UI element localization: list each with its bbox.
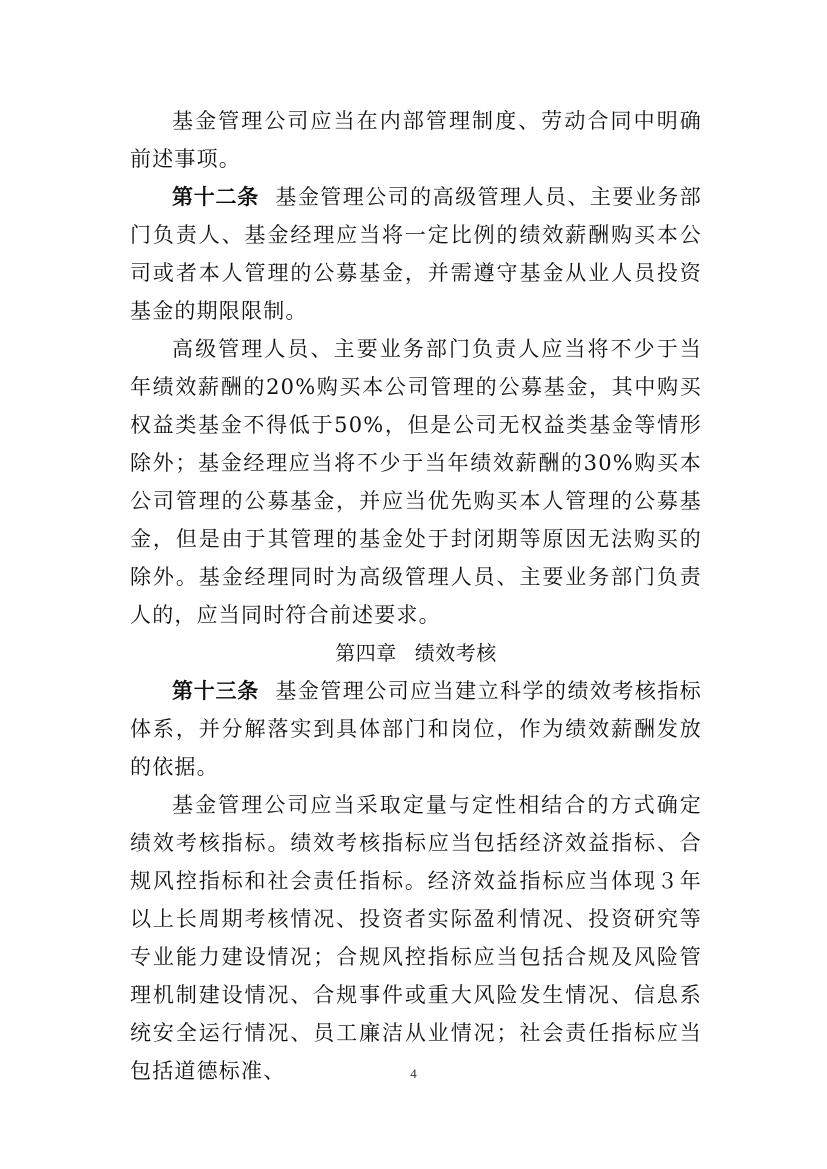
paragraph-text: 基金管理公司应当在内部管理制度、劳动合同中明确前述事项。 — [130, 109, 702, 171]
paragraph-text: 高级管理人员、主要业务部门负责人应当将不少于当年绩效薪酬的20%购买本公司管理的公募基金，其中购买权益类基金不得低于50%，但是公司无权益类基金等情形除外；基金经理应当将不少于当年绩效薪酬的30%购买本公司管理的公募基金，并应当优先购买本人管理的公募基金，但是由于其管理的基金处于封闭期等原因无法购买的除外。基金经理同时为高级管理人员、主要业务部门负责人的，应当同时符合前述要求。 — [130, 337, 702, 627]
page-number: 4 — [410, 1066, 417, 1081]
chapter-number: 第四章 — [335, 641, 397, 665]
article-number: 第十二条 — [172, 185, 260, 209]
article-13-detail-paragraph — [130, 786, 702, 1090]
article-spacer — [259, 679, 275, 703]
article-spacer — [259, 185, 275, 209]
paragraph-intro-continuation — [130, 102, 702, 178]
paragraph-text: 基金管理公司应当采取定量与定性相结合的方式确定绩效考核指标。绩效考核指标应当包括经济效益指标、合规风控指标和社会责任指标。经济效益指标应当体现３年以上长周期考核情况、投资者实际盈利情况、投资研究等专业能力建设情况；合规风控指标应当包括合规及风险管理机制建设情况、合规事件或重大风险发生情况、信息系统安全运行情况、员工廉洁从业情况；社会责任指标应当包括道德标准、 — [130, 793, 702, 1083]
article-12-paragraph — [130, 178, 702, 330]
paragraph-text: 基金管理公司应当建立科学的绩效考核指标体系，并分解落实到具体部门和岗位，作为绩效薪酬发放的依据。 — [130, 679, 702, 779]
article-13-paragraph — [130, 672, 702, 786]
chapter-title: 绩效考核 — [414, 641, 497, 665]
article-number: 第十三条 — [172, 679, 260, 703]
document-body — [130, 102, 702, 1090]
article-12-detail-paragraph — [130, 330, 702, 634]
paragraph-text: 基金管理公司的高级管理人员、主要业务部门负责人、基金经理应当将一定比例的绩效薪酬购买本公司或者本人管理的公募基金，并需遵守基金从业人员投资基金的期限限制。 — [130, 185, 702, 323]
chapter-heading — [130, 634, 702, 672]
